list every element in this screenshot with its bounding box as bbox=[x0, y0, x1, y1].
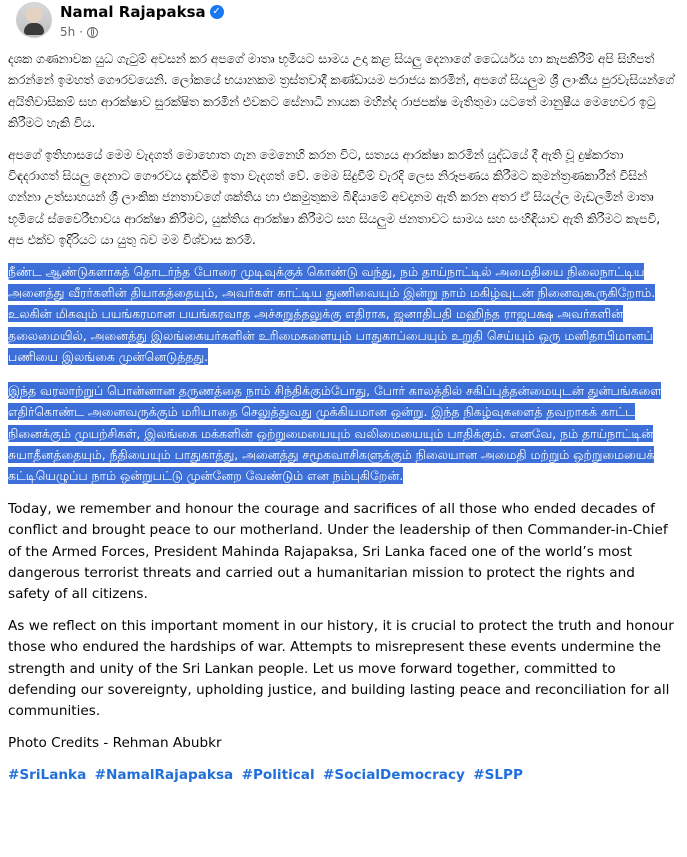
tamil-paragraph-1: நீண்ட ஆண்டுகளாகத் தொடர்ந்த போரை முடிவுக்குக் கொண்டு வந்து, நம் தாய்நாட்டில் அமைதியை நிலைநாட்டிய அனைத்து வீரர்களின் தியாகத்தையும், அவர்கள் காட்டிய துணிவையும் இன்று நாம் மகிழ்வுடன் நினைவுகூருகிறோம். உலகின் மிகவும் பயங்கரமான பயங்கரவாத அச்சுறுத்தலுக்கு எதிராக, ஜனாதிபதி மஹிந்த ராஜபக்ஷ அவர்களின் தலைமையில், அனைத்து இலங்கையர்களின் உரிமைகளையும் பாதுகாப்பையும் உறுதி செய்யும் ஒரு மனிதாபிமானப் பணியை இலங்கை முன்னெடுத்தது. bbox=[8, 263, 656, 365]
post-meta: 5h · bbox=[60, 25, 98, 39]
author-avatar[interactable] bbox=[16, 2, 52, 38]
hashtag-slpp[interactable]: #SLPP bbox=[473, 766, 523, 783]
hashtag-srilanka[interactable]: #SriLanka bbox=[8, 766, 87, 783]
globe-icon bbox=[87, 27, 98, 38]
post-content bbox=[8, 48, 676, 785]
hashtag-socialdemocracy[interactable]: #SocialDemocracy bbox=[322, 766, 465, 783]
hashtag-political[interactable]: #Political bbox=[241, 766, 315, 783]
hashtags bbox=[8, 765, 676, 785]
english-paragraph-2: As we reflect on this important moment in our history, it is crucial to protect the truth and honour those who endured the hardships of war. Attempts to misrepresent these events undermine the strength and unity of the Sri Lankan people. Let us move forward together, committed to defending our sovereignty, upholding justice, and building lasting peace and reconciliation for all communities. bbox=[8, 617, 674, 720]
author-name[interactable]: Namal Rajapaksa bbox=[60, 3, 206, 21]
post-header bbox=[0, 0, 687, 48]
tamil-paragraph-2-container bbox=[8, 380, 676, 487]
tamil-paragraph-1-container bbox=[8, 261, 676, 368]
tamil-paragraph-2: இந்த வரலாற்றுப் பொன்னான தருணத்தை நாம் சிந்திக்கும்போது, போர் காலத்தில் சகிப்புத்தன்மையுடன் துன்பங்களை எதிர்கொண்ட அனைவருக்கும் மரியாதை செலுத்துவது முக்கியமான ஒன்று. இந்த நிகழ்வுகளைத் தவறாகக் காட்ட நினைக்கும் முயற்சிகள், இலங்கை மக்களின் ஒற்றுமையையும் வலிமையையும் பாதிக்கும். எனவே, நம் தாய்நாட்டின் சுயாதீனத்தையும், நீதியையும் பாதுகாத்து, அனைத்து சமூகவாசிகளுக்கும் நிலையான அமைதி மற்றும் ஒற்றுமையைக் கட்டியெழுப்ப நாம் ஒன்றுபட்டு முன்னேற வேண்டும் என நம்புகிறேன். bbox=[8, 382, 662, 484]
sinhala-paragraph-1: දශක ගණනාවක යුධ ගැටුම් අවසන් කර අපගේ මාතෘ භූමියට සාමය උදා කළ සියලු දෙනාගේ ධෛර්යය හා කැපකිරීම් අපි සිහිපත් කරන්නේ ඉමහත් ගෞරවයෙනි. ලෝකයේ භයානකම ත්‍රස්තවාදී කණ්ඩායම පරාජය කරමින්, අපගේ සියලුම ශ්‍රී ලාංකීය පුරවැසියන්ගේ අයිතිවාසිකම් සහ ආරක්ෂාව සුරක්ෂිත කරමින් එවකට සේනාධි නායක මහින්ද රාජපක්ෂ මැතිතුමා යටතේ මානුෂීය මෙහෙවර ඉටු කිරීමට හැකි විය. bbox=[8, 51, 675, 131]
sinhala-paragraph-2: අපගේ ඉතිහාසයේ මෙම වැදගත් මොහොත ගැන මෙනෙහි කරන විට, සත්‍යය ආරක්ෂා කරමින් යුද්ධයේ දී ඇති වූ දුෂ්කරතා විඳදරාගත් සියලු දෙනාට ගෞරවය දැක්වීම ඉතා වැදගත් වේ. මෙම සිදුවීම් වැරදි ලෙස නිරූපණය කිරීමට කුමන්ත්‍රණකාරීන් විසින් ගන්නා උත්සාහයන් ශ්‍රී ලාංකික ජනතාවගේ ශක්තිය හා එකමුතුකම බිඳියාමේ අවදානම ඇති කරන අතර ඒ සියල්ල මැඩලමින් මාතෘ භූමියේ ස්වෛරීභාවය ආරක්ෂා කිරීමට, යුක්තිය ආරක්ෂා කිරීමට සහ සියලුම ජනතාවට සාමය සහ සංහිඳියාව ඇති කිරීමට කැපවී, අප එක්ව ඉදිරියට යා යුතු බව මම විශ්වාස කරමි. bbox=[8, 146, 661, 248]
english-paragraph-1: Today, we remember and honour the courage and sacrifices of all those who ended decades of conflict and brought peace to our motherland. Under the leadership of then Commander-in-Chief of the Armed Forces, President Mahinda Rajapaksa, Sri Lanka faced one of the world’s most dangerous terrorist threats and carried out a humanitarian mission to protect the rights and safety of all citizens. bbox=[8, 500, 668, 603]
verified-badge-icon: ✓ bbox=[210, 5, 224, 19]
photo-credits: Photo Credits - Rehman Abubkr bbox=[8, 734, 222, 751]
post-time[interactable]: 5h bbox=[60, 25, 76, 39]
hashtag-namalrajapaksa[interactable]: #NamalRajapaksa bbox=[94, 766, 234, 783]
author-name-row bbox=[60, 3, 224, 21]
